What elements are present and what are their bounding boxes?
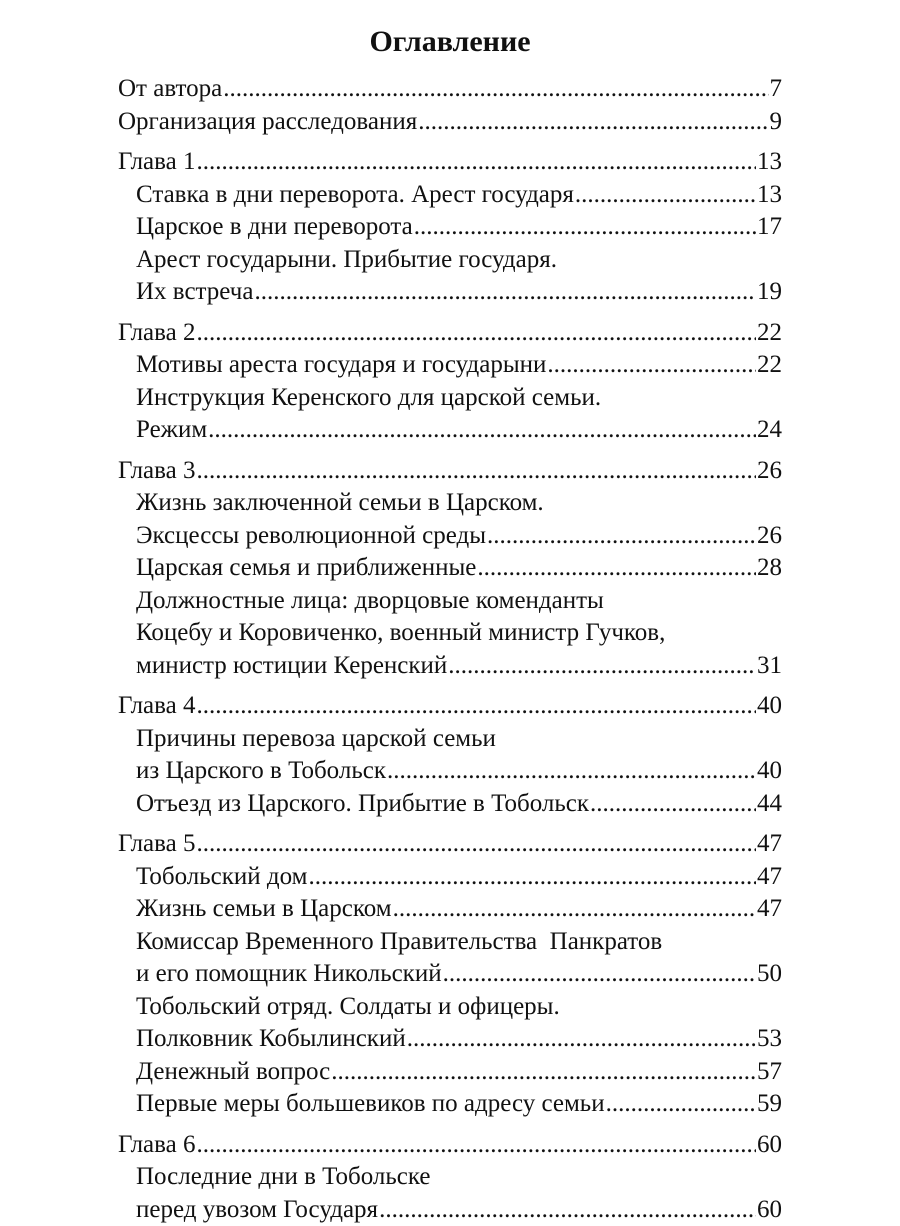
- toc-dot-leader: [196, 146, 756, 179]
- toc-dot-leader: [407, 1023, 756, 1056]
- page-title: Оглавление: [0, 22, 900, 62]
- toc-entry-text: Комиссар Временного Правительства Панкратов: [136, 928, 662, 955]
- toc-page-number: 13: [757, 179, 782, 212]
- toc-page-number: 40: [757, 690, 782, 723]
- toc-entry[interactable]: [118, 1056, 782, 1089]
- toc-chapter-heading[interactable]: [118, 1129, 782, 1162]
- toc-dot-leader: [418, 106, 768, 139]
- toc-entry[interactable]: [118, 520, 782, 553]
- toc-entry-text: Эксцессы революционной среды: [136, 520, 486, 553]
- toc-entry[interactable]: [118, 1088, 782, 1121]
- toc-entry[interactable]: [118, 179, 782, 212]
- toc-dot-leader: [477, 552, 756, 585]
- toc-page-number: 60: [757, 1129, 782, 1162]
- toc-entry-first-line[interactable]: [118, 1161, 782, 1194]
- toc-entry-text: Их встреча: [136, 276, 253, 309]
- toc-entry-text: министр юстиции Керенский: [136, 650, 447, 683]
- table-of-contents: [118, 73, 782, 1226]
- toc-entry-text: Должностные лица: дворцовые коменданты: [136, 587, 604, 614]
- toc-entry[interactable]: [118, 211, 782, 244]
- toc-entry[interactable]: [118, 73, 782, 106]
- toc-page-number: 47: [757, 893, 782, 926]
- toc-entry-text: Глава 2: [118, 317, 195, 350]
- toc-entry[interactable]: [118, 788, 782, 821]
- toc-entry-text: Жизнь семьи в Царском: [136, 893, 392, 926]
- toc-entry-text: Полковник Кобылинский: [136, 1023, 406, 1056]
- toc-dot-leader: [196, 1129, 756, 1162]
- toc-dot-leader: [606, 1088, 756, 1121]
- toc-dot-leader: [590, 788, 756, 821]
- toc-entry[interactable]: [118, 1194, 782, 1226]
- toc-page-number: 28: [757, 552, 782, 585]
- toc-page-number: 17: [757, 211, 782, 244]
- toc-entry[interactable]: [118, 414, 782, 447]
- toc-dot-leader: [223, 73, 768, 106]
- toc-page-number: 31: [757, 650, 782, 683]
- toc-chapter-heading[interactable]: [118, 828, 782, 861]
- toc-entry-text: Тобольский отряд. Солдаты и офицеры.: [136, 993, 560, 1020]
- toc-page-number: 60: [757, 1194, 782, 1226]
- toc-dot-leader: [387, 755, 756, 788]
- toc-page-number: 13: [757, 146, 782, 179]
- toc-dot-leader: [196, 317, 756, 350]
- toc-entry-first-line[interactable]: [118, 991, 782, 1024]
- toc-entry-text: Коцебу и Коровиченко, военный министр Гучков,: [136, 619, 665, 646]
- toc-entry[interactable]: [118, 552, 782, 585]
- toc-page-number: 22: [757, 317, 782, 350]
- toc-entry-text: и его помощник Никольский: [136, 958, 442, 991]
- toc-entry-text: Отъезд из Царского. Прибытие в Тобольск: [136, 788, 589, 821]
- toc-entry[interactable]: [118, 106, 782, 139]
- toc-page-number: 9: [770, 106, 783, 139]
- toc-entry-text: Ставка в дни переворота. Арест государя: [136, 179, 574, 212]
- toc-dot-leader: [196, 828, 756, 861]
- toc-entry-text: Причины перевоза царской семьи: [136, 725, 496, 752]
- toc-entry[interactable]: [118, 861, 782, 894]
- toc-dot-leader: [331, 1056, 756, 1089]
- toc-page-number: 47: [757, 861, 782, 894]
- toc-page-number: 7: [770, 73, 783, 106]
- toc-page-number: 24: [757, 414, 782, 447]
- toc-dot-leader: [547, 349, 756, 382]
- toc-page-number: 50: [757, 958, 782, 991]
- toc-chapter-heading[interactable]: [118, 690, 782, 723]
- toc-page-number: 22: [757, 349, 782, 382]
- toc-entry-text: Глава 1: [118, 146, 195, 179]
- toc-entry-text: Организация расследования: [118, 106, 417, 139]
- toc-entry-first-line[interactable]: [118, 487, 782, 520]
- toc-entry-first-line[interactable]: [118, 585, 782, 618]
- toc-entry-text: Жизнь заключенной семьи в Царском.: [136, 489, 544, 516]
- toc-page-number: 47: [757, 828, 782, 861]
- toc-dot-leader: [196, 455, 756, 488]
- toc-entry-text: перед увозом Государя: [136, 1194, 378, 1226]
- toc-entry-first-line[interactable]: [118, 723, 782, 756]
- toc-dot-leader: [393, 893, 756, 926]
- toc-entry[interactable]: [118, 349, 782, 382]
- toc-entry[interactable]: [118, 650, 782, 683]
- toc-entry-first-line[interactable]: [118, 244, 782, 277]
- toc-entry-text: От автора: [118, 73, 222, 106]
- toc-chapter-heading[interactable]: [118, 455, 782, 488]
- toc-entry-text: Глава 3: [118, 455, 195, 488]
- toc-dot-leader: [448, 650, 756, 683]
- toc-entry[interactable]: [118, 276, 782, 309]
- toc-entry-text: Тобольский дом: [136, 861, 307, 894]
- toc-page-number: 44: [757, 788, 782, 821]
- toc-entry-text: Царская семья и приближенные: [136, 552, 476, 585]
- toc-entry-text: Глава 6: [118, 1129, 195, 1162]
- toc-page-number: 19: [757, 276, 782, 309]
- toc-page-number: 53: [757, 1023, 782, 1056]
- toc-page-number: 59: [757, 1088, 782, 1121]
- toc-entry-text: Инструкция Керенского для царской семьи.: [136, 384, 601, 411]
- toc-entry-text: Глава 4: [118, 690, 195, 723]
- toc-dot-leader: [575, 179, 756, 212]
- toc-entry[interactable]: [118, 958, 782, 991]
- toc-page-number: 26: [757, 455, 782, 488]
- toc-entry-text: Последние дни в Тобольске: [136, 1163, 431, 1190]
- toc-dot-leader: [379, 1194, 756, 1226]
- toc-dot-leader: [208, 414, 756, 447]
- toc-page-number: 57: [757, 1056, 782, 1089]
- toc-entry[interactable]: [118, 755, 782, 788]
- toc-dot-leader: [196, 690, 756, 723]
- toc-dot-leader: [443, 958, 756, 991]
- toc-entry-text: Глава 5: [118, 828, 195, 861]
- toc-entry-first-line[interactable]: [118, 926, 782, 959]
- toc-chapter-heading[interactable]: [118, 317, 782, 350]
- toc-entry[interactable]: [118, 1023, 782, 1056]
- toc-page-number: 40: [757, 755, 782, 788]
- toc-entry-middle-line[interactable]: [118, 617, 782, 650]
- toc-entry-text: Режим: [136, 414, 207, 447]
- toc-entry-text: Мотивы ареста государя и государыни: [136, 349, 546, 382]
- toc-entry-first-line[interactable]: [118, 382, 782, 415]
- toc-dot-leader: [414, 211, 756, 244]
- toc-entry[interactable]: [118, 893, 782, 926]
- toc-entry-text: Денежный вопрос: [136, 1056, 330, 1089]
- toc-chapter-heading[interactable]: [118, 146, 782, 179]
- toc-entry-text: Первые меры большевиков по адресу семьи: [136, 1088, 605, 1121]
- toc-page-number: 26: [757, 520, 782, 553]
- toc-dot-leader: [487, 520, 756, 553]
- toc-entry-text: Царское в дни переворота: [136, 211, 413, 244]
- toc-entry-text: Арест государыни. Прибытие государя.: [136, 246, 557, 273]
- toc-dot-leader: [308, 861, 756, 894]
- toc-entry-text: из Царского в Тобольск: [136, 755, 386, 788]
- toc-dot-leader: [254, 276, 756, 309]
